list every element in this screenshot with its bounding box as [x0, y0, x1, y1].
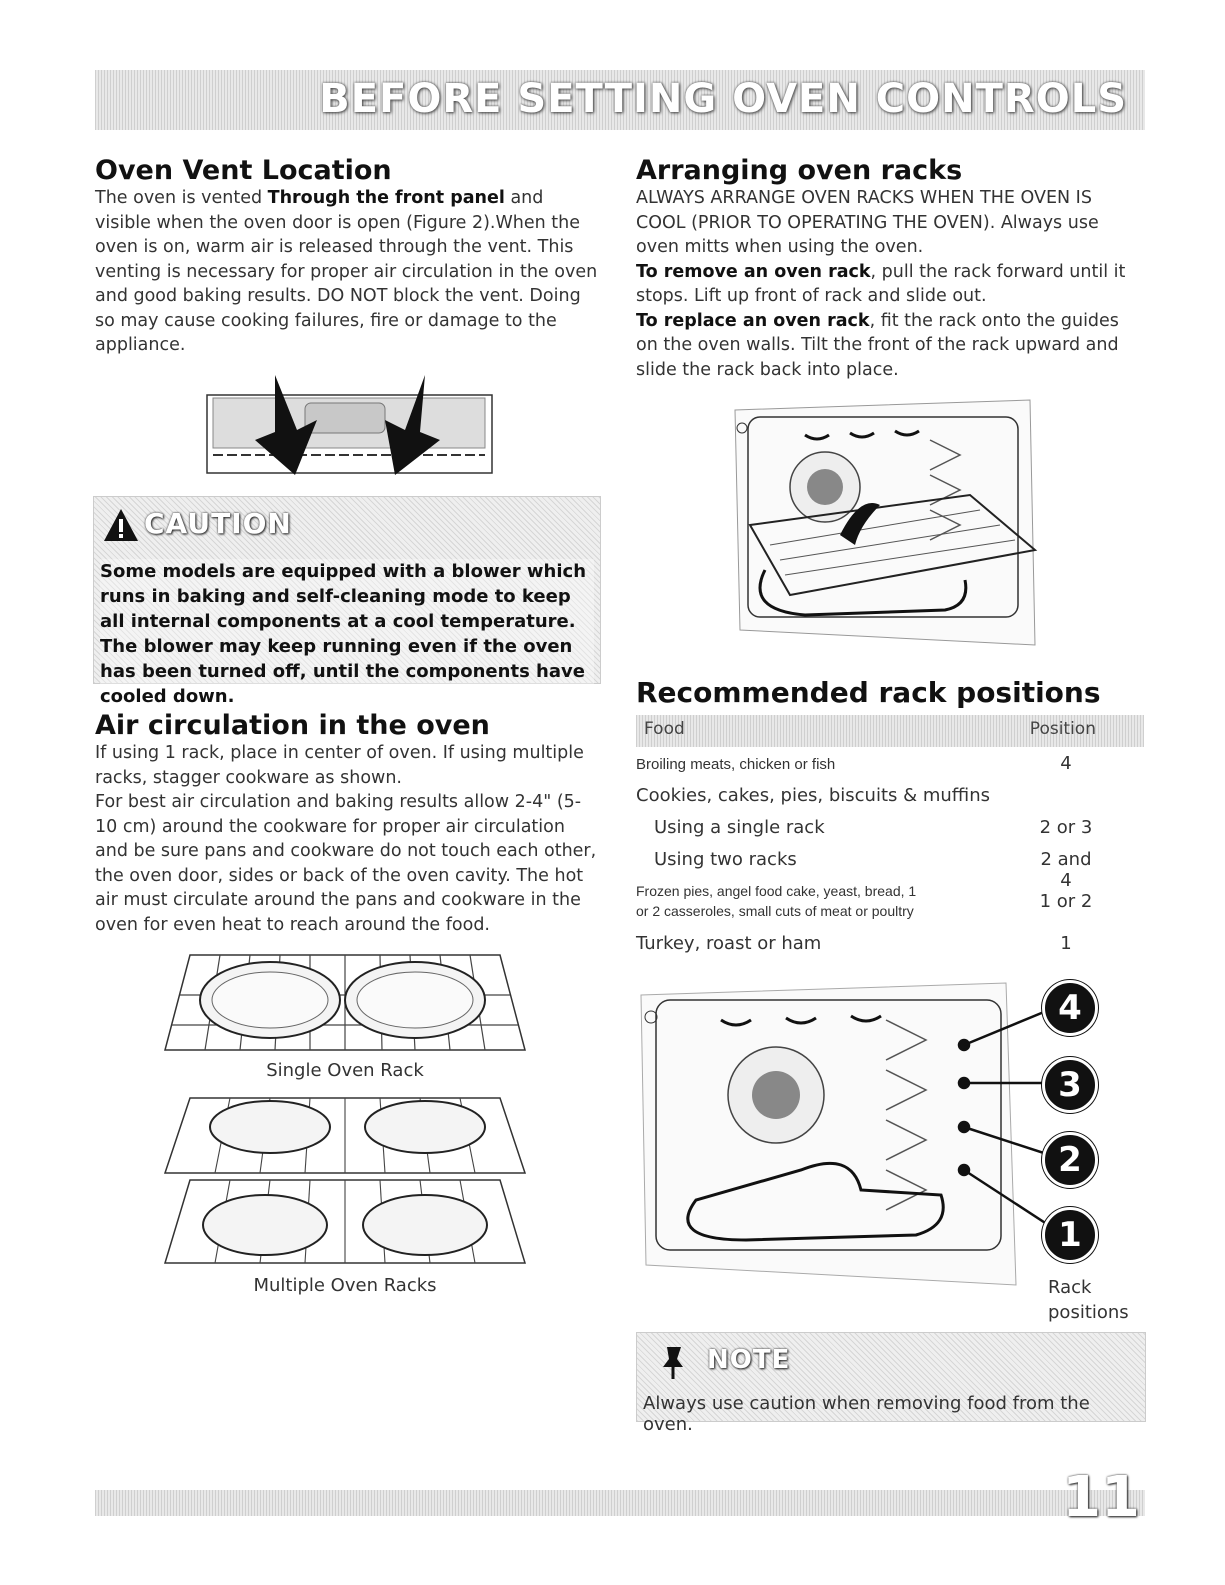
rack-positions-table: [636, 715, 1144, 959]
table-header: [636, 715, 1144, 747]
air-section: [95, 710, 600, 937]
row-food: Cookies, cakes, pies, biscuits & muffins: [636, 785, 990, 806]
page-title: BEFORE SETTING OVEN CONTROLS: [319, 76, 1127, 122]
rack-badge-2: 2: [1042, 1132, 1098, 1188]
column-position: Position: [1029, 719, 1096, 739]
vent-heading: Oven Vent Location: [95, 155, 392, 186]
multiple-racks-caption: Multiple Oven Racks: [253, 1275, 437, 1296]
replace-rack-bold: To replace an oven rack: [636, 310, 870, 331]
table-row: [636, 785, 1144, 817]
header-banner: [95, 70, 1145, 130]
single-rack-caption: Single Oven Rack: [266, 1060, 424, 1081]
arranging-section: [636, 155, 1146, 382]
remove-rack-text: , pull the rack forward until it stops. Lift up front of rack and slide out.: [636, 261, 1126, 306]
air-paragraph-1: If using 1 rack, place in center of oven. If using multiple racks, stagger cookware as shown.: [95, 743, 584, 788]
recommended-heading: Recommended rack positions: [636, 676, 1101, 709]
column-food: Food: [644, 719, 685, 739]
oven-rack-illustration: [730, 395, 1045, 650]
vent-text-post: and visible when the oven door is open (Figure 2).When the oven is on, warm air is released through the vent. This venting is necessary for proper air circulation in the oven and good baking results. DO NOT block the vent. Doing so may cause cooking failures, fire or damage to the appliance.: [95, 188, 598, 355]
pushpin-icon: [655, 1345, 691, 1381]
row-food: Turkey, roast or ham: [636, 933, 822, 954]
caution-title: CAUTION: [144, 507, 292, 540]
row-position: 2 and 4: [1040, 849, 1092, 891]
footer-bar: [95, 1490, 1145, 1516]
row-food: Broiling meats, chicken or fish: [636, 756, 836, 773]
vent-text-bold: Through the front panel: [267, 188, 505, 208]
caution-body: Some models are equipped with a blower which runs in baking and self-cleaning mode to keep all internal components at a cool temperature. The blower may keep running even if the oven has been turned off, until the components have cooled down.: [100, 559, 594, 709]
caption-line-2: positions: [1048, 1302, 1129, 1323]
air-heading: Air circulation in the oven: [95, 710, 490, 741]
note-box: [636, 1332, 1146, 1435]
table-row: [636, 933, 1144, 965]
rack-badge-4: 4: [1042, 980, 1098, 1036]
arranging-heading: Arranging oven racks: [636, 155, 963, 186]
row-position: 2 or 3: [1039, 817, 1093, 838]
table-row: [636, 817, 1144, 849]
row-food-line2: or 2 casseroles, small cuts of meat or poultry: [636, 903, 914, 919]
vent-text-pre: The oven is vented: [95, 188, 268, 208]
row-position: 1 or 2: [1039, 891, 1093, 912]
note-body: Always use caution when removing food from the oven.: [643, 1393, 1090, 1435]
row-position: 1: [1060, 933, 1072, 954]
vent-section: [95, 155, 600, 358]
row-food: Using two racks: [654, 849, 797, 870]
row-food-line1: Frozen pies, angel food cake, yeast, bread, 1: [636, 883, 917, 899]
recommended-heading-wrap: [636, 676, 1101, 709]
row-position: 4: [1060, 753, 1072, 774]
single-rack-illustration: [160, 950, 530, 1060]
remove-rack-bold: To remove an oven rack: [636, 261, 871, 282]
multiple-racks-illustration: [160, 1095, 530, 1270]
warning-triangle-icon: [102, 507, 140, 543]
rack-badge-1: 1: [1042, 1207, 1098, 1263]
caution-box: [93, 496, 601, 707]
remove-rack-paragraph: [636, 260, 1146, 309]
arranging-paragraph: ALWAYS ARRANGE OVEN RACKS WHEN THE OVEN IS COOL (PRIOR TO OPERATING THE OVEN). Always use oven mitts when using the oven.: [636, 188, 1099, 257]
table-row: [636, 881, 1144, 933]
page-number: 11: [1062, 1465, 1140, 1530]
note-title: NOTE: [707, 1345, 791, 1375]
rack-positions-illustration: [636, 975, 1056, 1295]
rack-positions-caption: [1048, 1275, 1129, 1325]
vent-illustration: [205, 370, 495, 475]
caption-line-1: Rack: [1048, 1277, 1092, 1298]
air-paragraph-2: For best air circulation and baking results allow 2-4" (5-10 cm) around the cookware for proper air circulation and be sure pans and cookware do not touch each other, the oven door, sides or back of the oven cavity. The hot air must circulate around the pans and cookware in the oven for even heat to reach around the food.: [95, 792, 597, 935]
row-food: Using a single rack: [654, 817, 825, 838]
replace-rack-text: , fit the rack onto the guides on the oven walls. Tilt the front of the rack upward and slide the rack back into place.: [636, 310, 1119, 380]
replace-rack-paragraph: [636, 309, 1146, 383]
table-row: [636, 753, 1144, 785]
vent-paragraph: [95, 186, 600, 358]
rack-badge-3: 3: [1042, 1057, 1098, 1113]
